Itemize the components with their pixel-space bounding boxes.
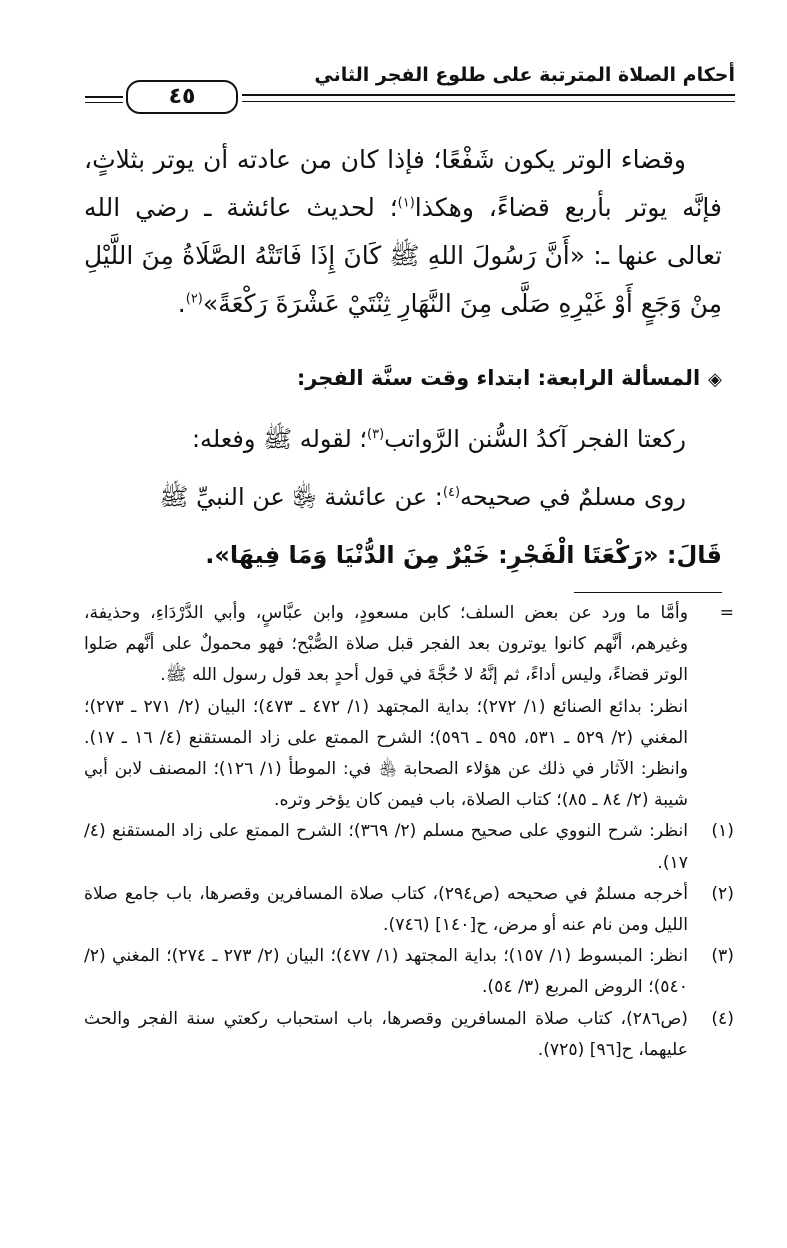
footnote-number: (٢) — [711, 883, 734, 904]
header-rule-left — [85, 96, 123, 103]
paragraph-text: ؛ لقوله ﷺ وفعله: — [191, 425, 368, 453]
paragraph-text: وقضاء الوتر يكون شَفْعًا؛ فإذا كان من عادته أن يوتر بثلاثٍ، فإنَّه يوتر بأربع قضاءً، وهكذا — [84, 145, 722, 222]
footnote-number — [688, 692, 734, 817]
footnote-number: = — [719, 603, 734, 623]
footnote-item — [84, 598, 734, 692]
footnote-item — [84, 816, 734, 878]
footnote-ref-2: (٢) — [185, 291, 203, 307]
footnote-ref-1: (١) — [397, 195, 415, 211]
paragraph-qada-witr — [84, 136, 722, 328]
paragraph-text: : عن عائشة ﵂ عن النبيِّ ﷺ — [159, 483, 443, 511]
footnote-number: (١) — [711, 821, 734, 842]
page-number: ٤٥ — [126, 80, 238, 114]
footnote-ref-4: (٤) — [442, 485, 461, 500]
footnotes — [84, 598, 734, 1066]
footnote-item — [84, 879, 734, 941]
main-text — [84, 136, 722, 328]
page-header — [80, 56, 735, 126]
footnote-text: انظر: شرح النووي على صحيح مسلم (٢/ ٣٦٩)؛ الشرح الممتع على زاد المستقنع (٤/ ١٧). — [84, 821, 689, 873]
paragraph-muslim-narration — [84, 468, 722, 526]
footnote-item — [84, 692, 734, 817]
diamond-bullet-icon: ◈ — [708, 369, 722, 390]
paragraph-fajr-sunnah — [84, 410, 722, 468]
footnote-text: أخرجه مسلمٌ في صحيحه (ص٢٩٤)، كتاب صلاة المسافرين وقصرها، باب جامع صلاة الليل ومن نام عنه أو مرض، ح[١٤٠] (٧٤٦). — [84, 883, 688, 936]
footnote-text: وأمَّا ما ورد عن بعض السلف؛ كابن مسعودٍ، وابن عبَّاسٍ، وأبي الدَّرْدَاءِ، وحذيفة، وغيرهم، أنَّهم كانوا يوترون بعد الفجر قبل صلاة الصُّبْح؛ فهو محمولٌ على أنَّهم صَلوا الوتر قضاءً، وليس أداءً، ثم إنَّهُ لا حُجَّةَ في قول أحدٍ بعد قول رسول الله ﷺ. — [84, 603, 688, 686]
hadith-text: قَالَ: «رَكْعَتَا الْفَجْرِ: خَيْرٌ مِنَ الدُّنْيَا وَمَا فِيهَا». — [205, 541, 722, 569]
section-heading-text: المسألة الرابعة: ابتداء وقت سنَّة الفجر: — [296, 366, 701, 390]
footnote-item — [84, 1004, 734, 1066]
footnote-number: (٤) — [711, 1008, 734, 1029]
footnote-text: (ص٢٨٦)، كتاب صلاة المسافرين وقصرها، باب استحباب ركعتي سنة الفجر والحث عليهما، ح[٩٦] (٧٢٥). — [84, 1008, 688, 1060]
paragraph-text: روى مسلمٌ في صحيحه — [460, 483, 686, 511]
footnote-item — [84, 941, 734, 1003]
footnote-text: انظر: المبسوط (١/ ١٥٧)؛ بداية المجتهد (١/ ٤٧٧)؛ البيان (٢/ ٢٧٣ ـ ٢٧٤)؛ المغني (٢/ ٥٤٠)؛ الروض المربع (٣/ ٥٤). — [84, 946, 688, 998]
main-text-2 — [84, 410, 722, 584]
paragraph-end: . — [177, 289, 186, 318]
header-rule-right — [242, 94, 735, 102]
footnote-ref-3: (٣) — [367, 427, 385, 442]
footnote-separator — [574, 592, 722, 593]
section-heading — [84, 366, 722, 390]
paragraph-text: ركعتا الفجر آكدُ السُّنن الرَّواتب — [384, 425, 686, 453]
footnote-number: (٣) — [711, 946, 734, 967]
paragraph-text: ؛ لحديث عائشة ـ رضي الله تعالى عنها ـ: «أَنَّ رَسُولَ اللهِ ﷺ كَانَ إِذَا فَاتَتْهُ الصَّلَاةُ مِنَ اللَّيْلِ مِنْ وَجَعٍ أَوْ غَيْرِهِ صَلَّى مِنَ النَّهَارِ ثِنْتَيْ عَشْرَةَ رَكْعَةً» — [84, 193, 722, 318]
running-title: أحكام الصلاة المترتبة على طلوع الفجر الثاني — [314, 64, 735, 86]
footnote-text: انظر: بدائع الصنائع (١/ ٢٧٢)؛ بداية المجتهد (١/ ٤٧٢ ـ ٤٧٣)؛ البيان (٢/ ٢٧١ ـ ٢٧٣)؛ المغني (٢/ ٥٢٩ ـ ٥٣١، ٥٩٥ ـ ٥٩٦)؛ الشرح الممتع على زاد المستقنع (٤/ ١٦ ـ ١٧). وانظر: الآثار في ذلك عن هؤلاء الصحابة ﵃ في: الموطأ (١/ ١٢٦)؛ المصنف لابن أبي شيبة (٢/ ٨٤ ـ ٨٥)؛ كتاب الصلاة، باب فيمن كان يؤخر وتره. — [84, 696, 689, 811]
